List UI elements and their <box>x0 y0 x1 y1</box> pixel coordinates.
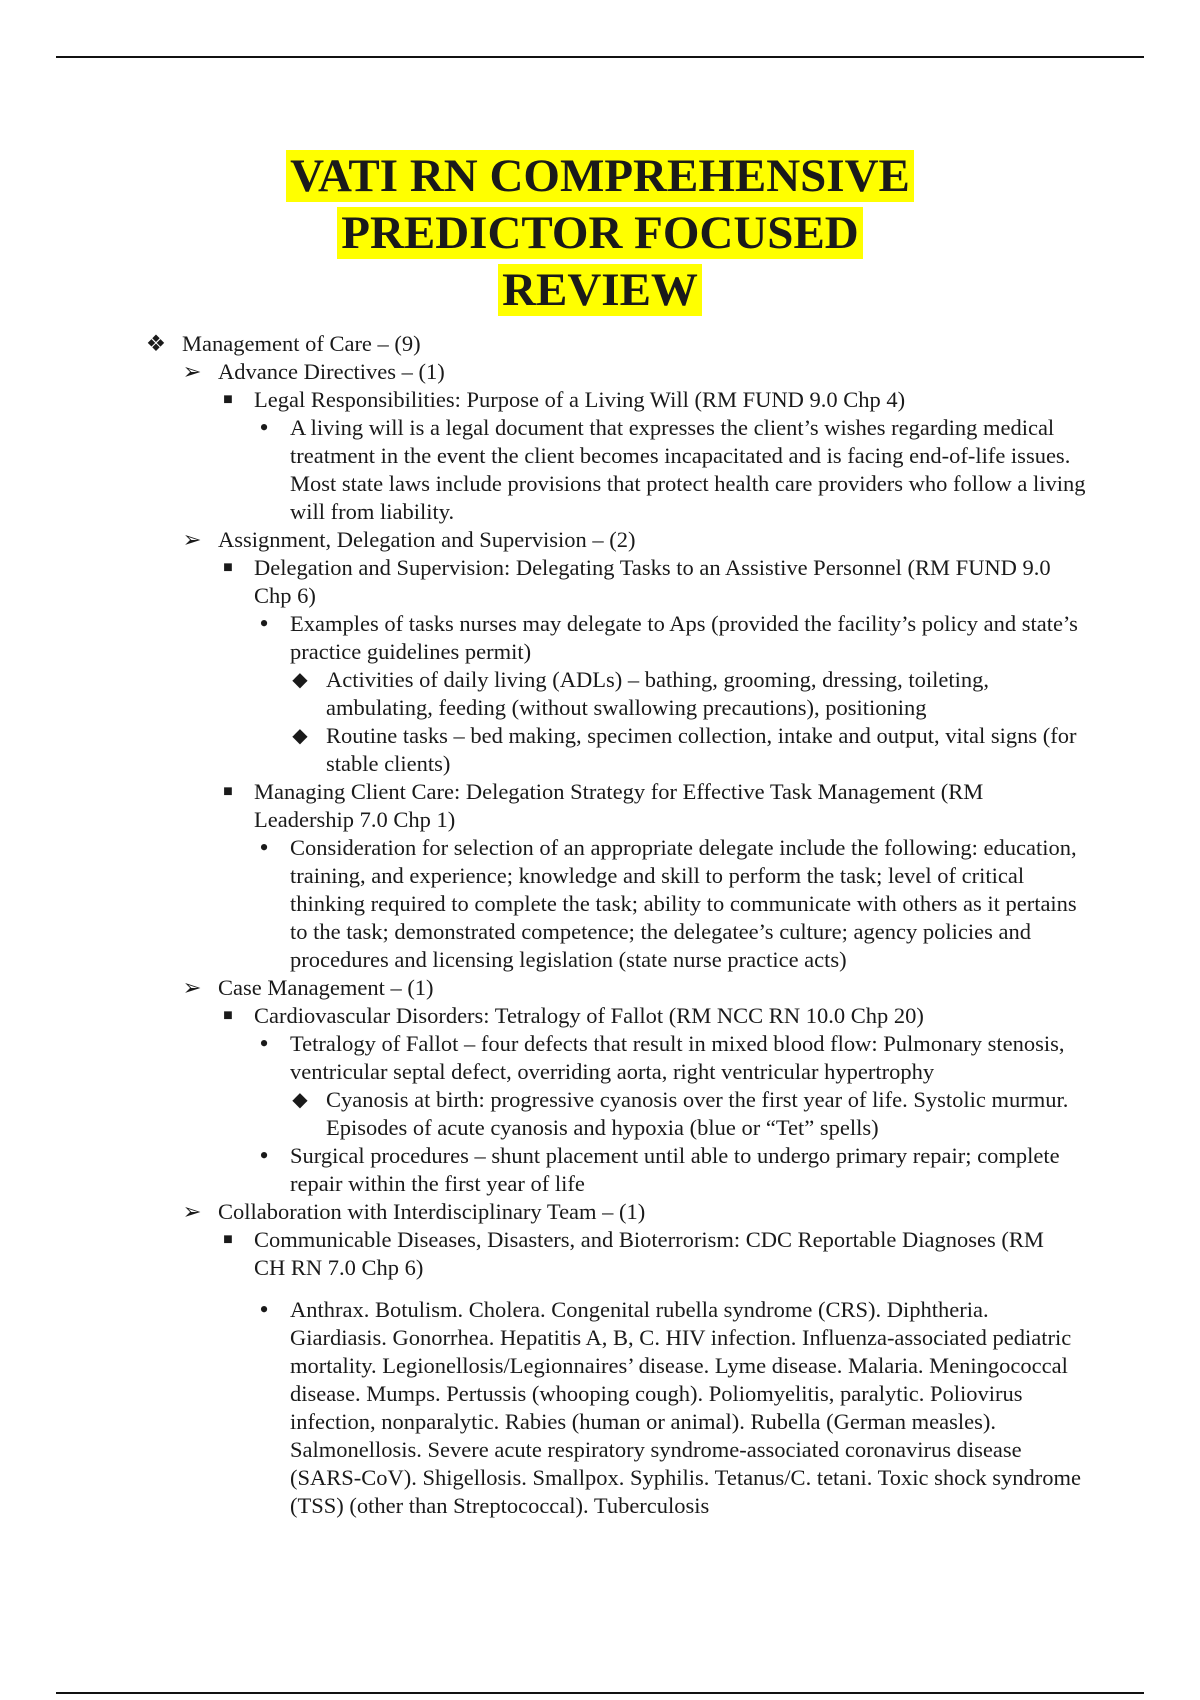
square-bullet-icon: ■ <box>223 1007 233 1024</box>
solid-diamond-bullet-icon: ◆ <box>292 1089 308 1111</box>
solid-diamond-bullet-icon: ◆ <box>292 725 308 747</box>
arrow-bullet-icon: ➢ <box>182 527 202 552</box>
title-line-2: PREDICTOR FOCUSED <box>337 207 863 259</box>
subsection-case-management: Case Management – (1) <box>218 975 434 1000</box>
list-item <box>0 330 1200 358</box>
topic-text: Delegation and Supervision: Delegating Tasks to an Assistive Personnel (RM FUND 9.0 Chp 6) <box>254 555 1051 608</box>
list-item <box>0 1142 1090 1198</box>
square-bullet-icon: ■ <box>223 783 233 800</box>
list-item <box>0 1002 1074 1030</box>
document-title <box>0 148 1200 319</box>
list-item <box>0 1030 1090 1086</box>
list-item <box>0 386 1074 414</box>
point-text: Tetralogy of Fallot – four defects that result in mixed blood flow: Pulmonary stenosis, ventricular septal defect, overriding aorta, right ventricular hypertrophy <box>290 1031 1065 1084</box>
point-text: Surgical procedures – shunt placement until able to undergo primary repair; complete repair within the first year of life <box>290 1143 1060 1196</box>
section-management-of-care: Management of Care – (9) <box>182 331 421 356</box>
list-item <box>0 358 1200 386</box>
list-item <box>0 974 1200 1002</box>
list-item <box>0 1198 1200 1226</box>
point-text: Anthrax. Botulism. Cholera. Congenital rubella syndrome (CRS). Diphtheria. Giardiasis. Gonorrhea. Hepatitis A, B, C. HIV infection. Influenza-associated pediatric mortality. Legionellosis/Legionnaires’ disease. Lyme disease. Malaria. Meningococcal disease. Mumps. Pertussis (whooping cough). Poliomyelitis, paralytic. Poliovirus infection, nonparalytic. Rabies (human or animal). Rubella (German measles). Salmonellosis. Severe acute respiratory syndrome-associated coronavirus disease (SARS-CoV). Shigellosis. Smallpox. Syphilis. Tetanus/C. tetani. Toxic shock syndrome (TSS) (other than Streptococcal). Tuberculosis <box>290 1297 1082 1518</box>
square-bullet-icon: ■ <box>223 1231 233 1248</box>
detail-text: Cyanosis at birth: progressive cyanosis over the first year of life. Systolic murmur. Episodes of acute cyanosis and hypoxia (blue or “Tet” spells) <box>326 1087 1069 1140</box>
list-item <box>0 834 1090 974</box>
square-bullet-icon: ■ <box>223 559 233 576</box>
list-item <box>0 414 1090 526</box>
subsection-assignment-delegation: Assignment, Delegation and Supervision – (2) <box>218 527 636 552</box>
subsection-collaboration: Collaboration with Interdisciplinary Team – (1) <box>218 1199 646 1224</box>
list-item <box>0 722 1086 778</box>
title-line-3: REVIEW <box>498 264 702 316</box>
list-item <box>0 666 1086 722</box>
dot-bullet-icon: • <box>259 1141 269 1170</box>
list-item <box>0 1226 1074 1282</box>
subsection-advance-directives: Advance Directives – (1) <box>218 359 445 384</box>
topic-text: Managing Client Care: Delegation Strategy for Effective Task Management (RM Leadership 7.0 Chp 1) <box>254 779 984 832</box>
topic-text: Communicable Diseases, Disasters, and Bioterrorism: CDC Reportable Diagnoses (RM CH RN 7.0 Chp 6) <box>254 1227 1044 1280</box>
dot-bullet-icon: • <box>259 833 269 862</box>
diamond-bullet-icon: ❖ <box>145 331 167 356</box>
square-bullet-icon: ■ <box>223 391 233 408</box>
dot-bullet-icon: • <box>259 1029 269 1058</box>
detail-text: Routine tasks – bed making, specimen collection, intake and output, vital signs (for stable clients) <box>326 723 1077 776</box>
footer-rule <box>56 1692 1144 1694</box>
point-text: A living will is a legal document that expresses the client’s wishes regarding medical treatment in the event the client becomes incapacitated and is facing end-of-life issues. Most state laws include provisions that protect health care providers who follow a living will from liability. <box>290 415 1086 524</box>
list-item <box>0 526 1200 554</box>
dot-bullet-icon: • <box>259 413 269 442</box>
solid-diamond-bullet-icon: ◆ <box>292 669 308 691</box>
title-line-1: VATI RN COMPREHENSIVE <box>286 150 914 202</box>
arrow-bullet-icon: ➢ <box>182 359 202 384</box>
list-item <box>0 610 1090 666</box>
arrow-bullet-icon: ➢ <box>182 1199 202 1224</box>
dot-bullet-icon: • <box>259 609 269 638</box>
outline <box>0 330 1200 1520</box>
list-item <box>0 778 1074 834</box>
detail-text: Activities of daily living (ADLs) – bathing, grooming, dressing, toileting, ambulating, feeding (without swallowing precautions), positioning <box>326 667 990 720</box>
topic-text: Cardiovascular Disorders: Tetralogy of Fallot (RM NCC RN 10.0 Chp 20) <box>254 1003 924 1028</box>
list-item <box>0 554 1074 610</box>
header-rule <box>56 56 1144 58</box>
list-item <box>0 1296 1090 1520</box>
list-item <box>0 1086 1086 1142</box>
topic-text: Legal Responsibilities: Purpose of a Living Will (RM FUND 9.0 Chp 4) <box>254 387 906 412</box>
point-text: Consideration for selection of an appropriate delegate include the following: education, training, and experience; knowledge and skill to perform the task; level of critical thinking required to complete the task; ability to communicate with others as it pertains to the task; demonstrated competence; the delegatee’s culture; agency policies and procedures and licensing legislation (state nurse practice acts) <box>290 835 1077 972</box>
point-text: Examples of tasks nurses may delegate to Aps (provided the facility’s policy and state’s practice guidelines permit) <box>290 611 1078 664</box>
arrow-bullet-icon: ➢ <box>182 975 202 1000</box>
dot-bullet-icon: • <box>259 1295 269 1324</box>
